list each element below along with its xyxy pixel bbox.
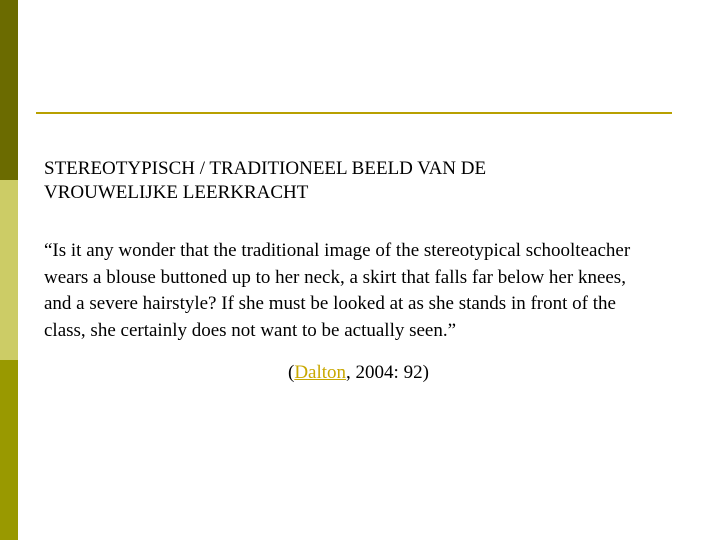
quote-line: “Is it any wonder that the traditional image of the stereotypical schoolteacher bbox=[44, 240, 631, 261]
quote-line: class, she certainly does not want to be actually seen.” bbox=[44, 319, 457, 341]
citation-open-paren: ( bbox=[288, 362, 295, 383]
heading-line: VROUWELIJKE LEERKRACHT bbox=[44, 182, 309, 203]
heading-line: STEREOTYPISCH / TRADITIONEEL BEELD VAN DE bbox=[44, 158, 487, 179]
quote-line: and a severe hairstyle? If she must be looked at as she stands in front of the bbox=[44, 293, 616, 314]
side-bar-middle bbox=[0, 180, 18, 360]
side-bar-bottom bbox=[0, 360, 18, 540]
slide-heading bbox=[44, 157, 684, 205]
title-divider-line bbox=[36, 112, 672, 114]
citation-year-page: , 2004: 92) bbox=[346, 362, 429, 383]
citation bbox=[288, 361, 429, 385]
quote-text bbox=[44, 238, 684, 344]
citation-author-link[interactable]: Dalton bbox=[294, 362, 347, 383]
side-bar-top bbox=[0, 0, 18, 180]
quote-line: wears a blouse buttoned up to her neck, a skirt that falls far below her knees, bbox=[44, 266, 626, 288]
